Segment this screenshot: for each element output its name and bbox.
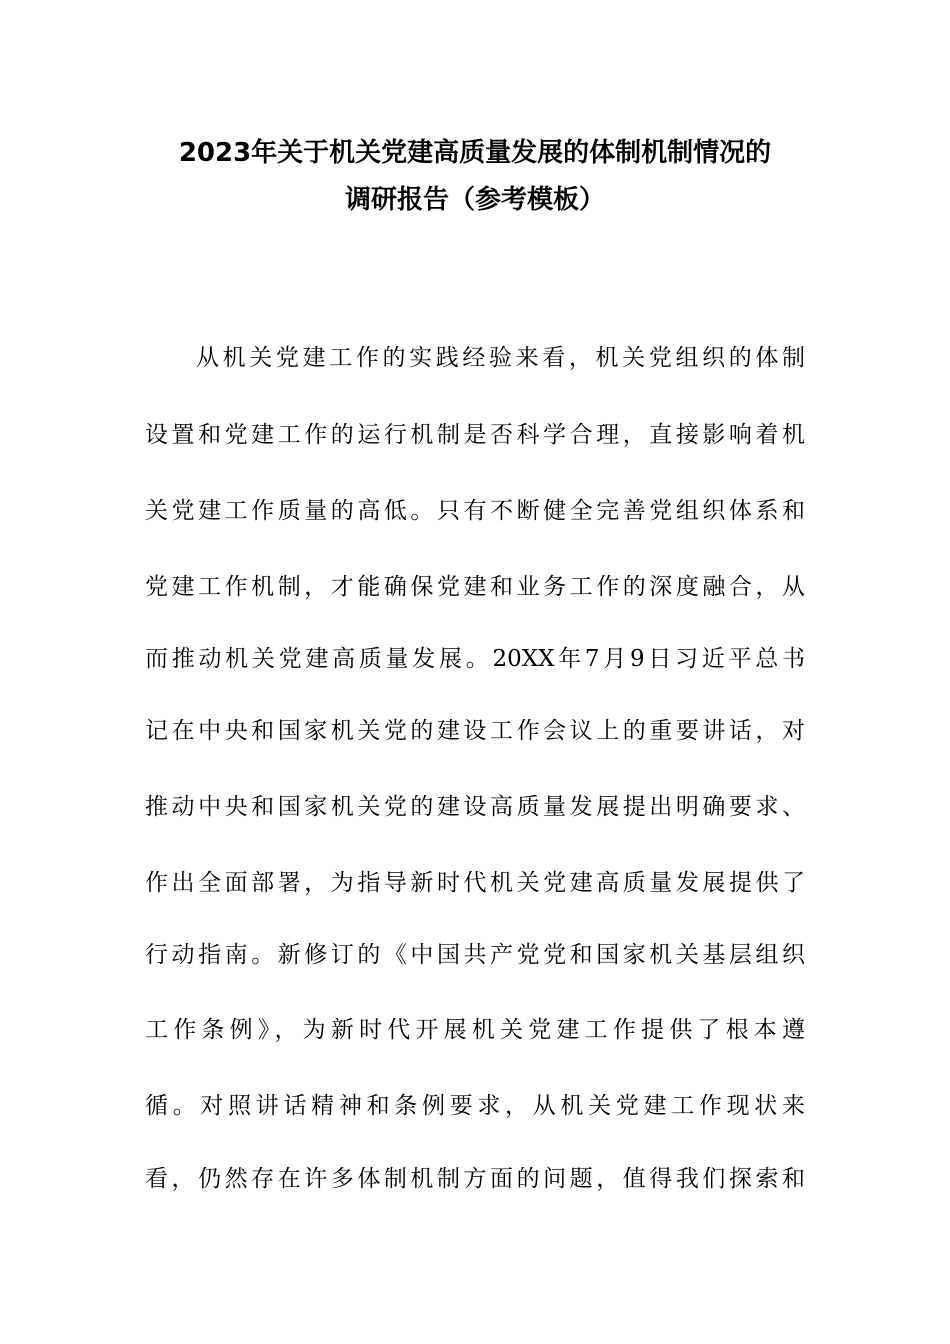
body-line-7: 推动中央和国家机关党的建设高质量发展提出明确要求、 <box>145 794 805 820</box>
body-line-12: 看，仍然存在许多体制机制方面的问题，值得我们探索和 <box>145 1166 805 1192</box>
body-line-4: 党建工作机制，才能确保党建和业务工作的深度融合，从 <box>145 574 805 600</box>
body-line-6: 记在中央和国家机关党的建设工作会议上的重要讲话，对 <box>145 718 805 744</box>
body-line-9: 行动指南。新修订的《中国共产党党和国家机关基层组织 <box>145 942 805 968</box>
body-line-10: 工作条例》，为新时代开展机关党建工作提供了根本遵 <box>145 1017 805 1043</box>
body-line-2: 设置和党建工作的运行机制是否科学合理，直接影响着机 <box>145 422 805 448</box>
document-title-line-2: 调研报告（参考模板） <box>344 185 605 215</box>
body-line-8: 作出全面部署，为指导新时代机关党建高质量发展提供了 <box>145 870 805 896</box>
document-title-line-1: 2023年关于机关党建高质量发展的体制机制情况的 <box>178 138 772 168</box>
body-line-5: 而推动机关党建高质量发展。20XX年7月9日习近平总书 <box>145 646 805 672</box>
body-line-1: 从机关党建工作的实践经验来看，机关党组织的体制 <box>196 345 805 371</box>
body-line-11: 循。对照讲话精神和条例要求，从机关党建工作现状来 <box>145 1093 805 1119</box>
body-line-3: 关党建工作质量的高低。只有不断健全完善党组织体系和 <box>145 498 805 524</box>
